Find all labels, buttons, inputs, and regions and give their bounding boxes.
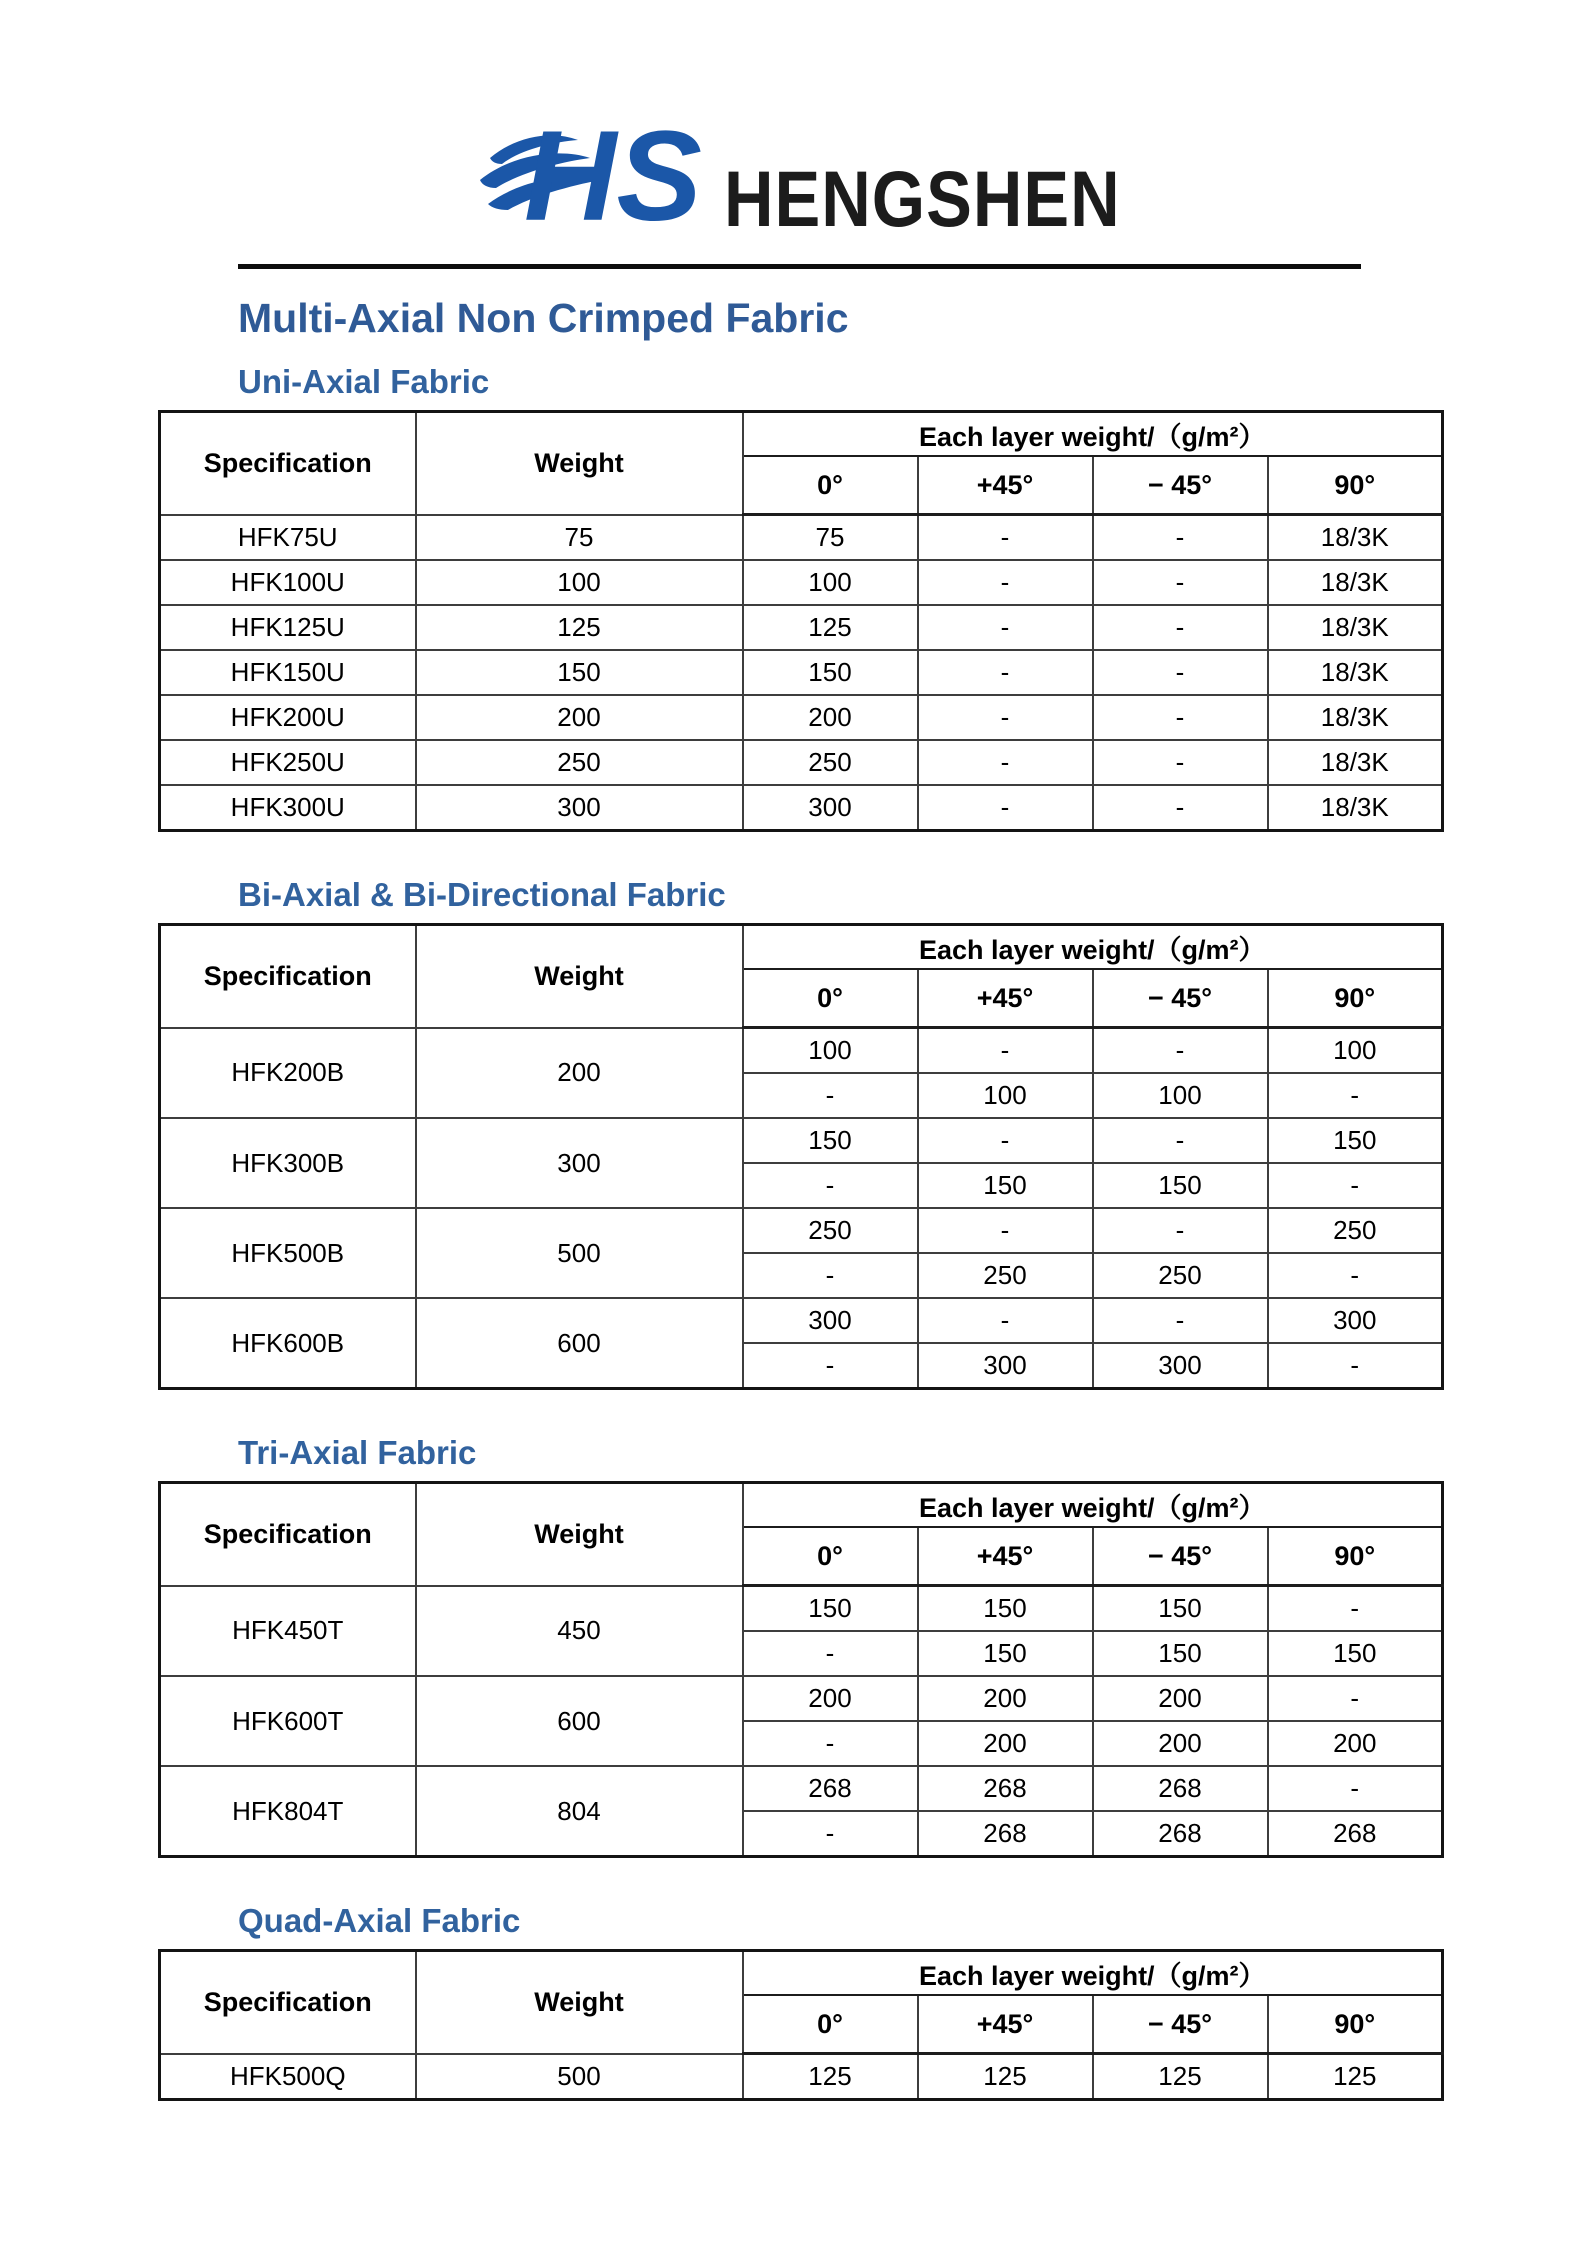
layer-weight-cell: 125 (1268, 2054, 1443, 2100)
column-header-90deg: 90° (1268, 1527, 1443, 1586)
column-header-plus45deg: +45° (918, 969, 1093, 1028)
layer-weight-cell: - (1093, 605, 1268, 650)
layer-weight-cell: 150 (918, 1631, 1093, 1676)
layer-weight-cell: 268 (1093, 1811, 1268, 1857)
weight-cell: 75 (416, 515, 743, 561)
layer-weight-cell: - (1093, 650, 1268, 695)
layer-weight-cell: - (1093, 1208, 1268, 1253)
column-header-plus45deg: +45° (918, 1527, 1093, 1586)
layer-weight-cell: - (918, 1298, 1093, 1343)
layer-weight-cell: - (918, 1118, 1093, 1163)
layer-weight-cell: 100 (1268, 1028, 1443, 1074)
svg-text:HS: HS (524, 105, 702, 248)
layer-weight-cell: - (743, 1721, 918, 1766)
column-header-minus45deg: − 45° (1093, 1527, 1268, 1586)
spec-cell: HFK200B (160, 1028, 416, 1119)
uni-axial-table (158, 410, 1444, 832)
layer-weight-cell: - (1268, 1586, 1443, 1632)
layer-weight-cell: 300 (1268, 1298, 1443, 1343)
layer-weight-cell: 150 (1093, 1163, 1268, 1208)
layer-weight-cell: - (918, 1028, 1093, 1074)
layer-weight-cell: 250 (918, 1253, 1093, 1298)
column-header-layer-weight: Each layer weight/（g/m²） (743, 925, 1443, 970)
table-row (160, 560, 1443, 605)
logo (10, 0, 1587, 250)
layer-weight-cell: - (743, 1343, 918, 1389)
layer-weight-cell: - (918, 650, 1093, 695)
column-header-minus45deg: − 45° (1093, 969, 1268, 1028)
spec-cell: HFK500Q (160, 2054, 416, 2100)
column-header-90deg: 90° (1268, 456, 1443, 515)
layer-weight-cell: 18/3K (1268, 515, 1443, 561)
column-header-specification: Specification (160, 1951, 416, 2054)
layer-weight-cell: - (918, 515, 1093, 561)
layer-weight-cell: - (918, 605, 1093, 650)
column-header-plus45deg: +45° (918, 1995, 1093, 2054)
layer-weight-cell: - (1268, 1766, 1443, 1811)
layer-weight-cell: - (743, 1811, 918, 1857)
layer-weight-cell: 200 (1093, 1676, 1268, 1721)
spec-cell: HFK75U (160, 515, 416, 561)
layer-weight-cell: 250 (1093, 1253, 1268, 1298)
layer-weight-cell: 100 (743, 560, 918, 605)
layer-weight-cell: - (918, 560, 1093, 605)
layer-weight-cell: 18/3K (1268, 695, 1443, 740)
section-uni-axial (0, 363, 1587, 832)
column-header-plus45deg: +45° (918, 456, 1093, 515)
weight-cell: 500 (416, 2054, 743, 2100)
layer-weight-cell: - (1093, 515, 1268, 561)
layer-weight-cell: 200 (1093, 1721, 1268, 1766)
layer-weight-cell: 300 (743, 785, 918, 831)
table-row (160, 695, 1443, 740)
column-header-specification: Specification (160, 1483, 416, 1586)
column-header-weight: Weight (416, 412, 743, 515)
table-row (160, 1298, 1443, 1343)
weight-cell: 150 (416, 650, 743, 695)
layer-weight-cell: 268 (1268, 1811, 1443, 1857)
column-header-0deg: 0° (743, 1527, 918, 1586)
layer-weight-cell: 125 (743, 605, 918, 650)
spec-cell: HFK300B (160, 1118, 416, 1208)
layer-weight-cell: 150 (1268, 1118, 1443, 1163)
layer-weight-cell: 18/3K (1268, 605, 1443, 650)
column-header-weight: Weight (416, 1483, 743, 1586)
spec-cell: HFK600T (160, 1676, 416, 1766)
layer-weight-cell: 268 (918, 1766, 1093, 1811)
layer-weight-cell: - (1268, 1163, 1443, 1208)
layer-weight-cell: - (918, 695, 1093, 740)
table-row (160, 605, 1443, 650)
table-row (160, 515, 1443, 561)
column-header-layer-weight: Each layer weight/（g/m²） (743, 412, 1443, 457)
column-header-minus45deg: − 45° (1093, 1995, 1268, 2054)
layer-weight-cell: 150 (918, 1586, 1093, 1632)
spec-cell: HFK804T (160, 1766, 416, 1857)
layer-weight-cell: - (743, 1631, 918, 1676)
layer-weight-cell: 125 (918, 2054, 1093, 2100)
layer-weight-cell: - (1093, 785, 1268, 831)
column-header-0deg: 0° (743, 1995, 918, 2054)
column-header-minus45deg: − 45° (1093, 456, 1268, 515)
weight-cell: 300 (416, 785, 743, 831)
table-row (160, 740, 1443, 785)
spec-cell: HFK100U (160, 560, 416, 605)
layer-weight-cell: - (1093, 1118, 1268, 1163)
spec-cell: HFK600B (160, 1298, 416, 1389)
section-bi-axial (0, 876, 1587, 1390)
layer-weight-cell: 268 (1093, 1766, 1268, 1811)
weight-cell: 200 (416, 1028, 743, 1119)
layer-weight-cell: 150 (1093, 1586, 1268, 1632)
layer-weight-cell: 125 (743, 2054, 918, 2100)
layer-weight-cell: 268 (918, 1811, 1093, 1857)
weight-cell: 500 (416, 1208, 743, 1298)
layer-weight-cell: - (743, 1253, 918, 1298)
layer-weight-cell: 300 (743, 1298, 918, 1343)
spec-cell: HFK150U (160, 650, 416, 695)
column-header-weight: Weight (416, 1951, 743, 2054)
section-tri-axial (0, 1434, 1587, 1858)
weight-cell: 250 (416, 740, 743, 785)
layer-weight-cell: - (918, 740, 1093, 785)
layer-weight-cell: 200 (918, 1721, 1093, 1766)
layer-weight-cell: - (1093, 695, 1268, 740)
layer-weight-cell: - (918, 785, 1093, 831)
layer-weight-cell: - (1093, 1028, 1268, 1074)
layer-weight-cell: 300 (1093, 1343, 1268, 1389)
layer-weight-cell: 200 (1268, 1721, 1443, 1766)
column-header-weight: Weight (416, 925, 743, 1028)
spec-cell: HFK500B (160, 1208, 416, 1298)
spec-cell: HFK450T (160, 1586, 416, 1677)
layer-weight-cell: 150 (743, 1118, 918, 1163)
table-row (160, 1586, 1443, 1632)
layer-weight-cell: 200 (743, 1676, 918, 1721)
table-row (160, 1118, 1443, 1163)
layer-weight-cell: - (1268, 1073, 1443, 1118)
layer-weight-cell: 150 (743, 650, 918, 695)
section-heading: Quad-Axial Fabric (238, 1902, 521, 1940)
layer-weight-cell: - (1093, 560, 1268, 605)
bi-axial-table (158, 923, 1444, 1390)
layer-weight-cell: 150 (918, 1163, 1093, 1208)
table-row (160, 1766, 1443, 1811)
logo-wordmark: HENGSHEN (724, 155, 1121, 243)
spec-cell: HFK300U (160, 785, 416, 831)
layer-weight-cell: 250 (743, 1208, 918, 1253)
layer-weight-cell: - (1093, 740, 1268, 785)
column-header-0deg: 0° (743, 969, 918, 1028)
spec-cell: HFK250U (160, 740, 416, 785)
layer-weight-cell: 18/3K (1268, 650, 1443, 695)
column-header-specification: Specification (160, 412, 416, 515)
layer-weight-cell: - (1268, 1343, 1443, 1389)
weight-cell: 600 (416, 1676, 743, 1766)
table-row (160, 650, 1443, 695)
layer-weight-cell: - (743, 1163, 918, 1208)
layer-weight-cell: 75 (743, 515, 918, 561)
table-row (160, 1208, 1443, 1253)
layer-weight-cell: 18/3K (1268, 785, 1443, 831)
layer-weight-cell: 300 (918, 1343, 1093, 1389)
layer-weight-cell: 100 (1093, 1073, 1268, 1118)
layer-weight-cell: 100 (743, 1028, 918, 1074)
layer-weight-cell: - (918, 1208, 1093, 1253)
layer-weight-cell: 250 (743, 740, 918, 785)
column-header-90deg: 90° (1268, 969, 1443, 1028)
layer-weight-cell: 18/3K (1268, 740, 1443, 785)
layer-weight-cell: 125 (1093, 2054, 1268, 2100)
table-row (160, 1028, 1443, 1074)
spec-cell: HFK125U (160, 605, 416, 650)
table-row (160, 785, 1443, 831)
table-row (160, 2054, 1443, 2100)
column-header-90deg: 90° (1268, 1995, 1443, 2054)
section-heading: Uni-Axial Fabric (238, 363, 490, 401)
layer-weight-cell: 100 (918, 1073, 1093, 1118)
layer-weight-cell: 268 (743, 1766, 918, 1811)
weight-cell: 125 (416, 605, 743, 650)
layer-weight-cell: 150 (743, 1586, 918, 1632)
tri-axial-table (158, 1481, 1444, 1858)
weight-cell: 600 (416, 1298, 743, 1389)
weight-cell: 300 (416, 1118, 743, 1208)
weight-cell: 450 (416, 1586, 743, 1677)
layer-weight-cell: 18/3K (1268, 560, 1443, 605)
layer-weight-cell: 200 (918, 1676, 1093, 1721)
weight-cell: 200 (416, 695, 743, 740)
layer-weight-cell: 200 (743, 695, 918, 740)
column-header-layer-weight: Each layer weight/（g/m²） (743, 1951, 1443, 1996)
column-header-layer-weight: Each layer weight/（g/m²） (743, 1483, 1443, 1528)
layer-weight-cell: - (1268, 1676, 1443, 1721)
layer-weight-cell: 150 (1093, 1631, 1268, 1676)
section-quad-axial (0, 1902, 1587, 2101)
layer-weight-cell: - (743, 1073, 918, 1118)
table-row (160, 1676, 1443, 1721)
weight-cell: 100 (416, 560, 743, 605)
column-header-0deg: 0° (743, 456, 918, 515)
layer-weight-cell: - (1093, 1298, 1268, 1343)
layer-weight-cell: 250 (1268, 1208, 1443, 1253)
quad-axial-table (158, 1949, 1444, 2101)
page-title: Multi-Axial Non Crimped Fabric (238, 295, 849, 341)
section-heading: Tri-Axial Fabric (238, 1434, 477, 1472)
weight-cell: 804 (416, 1766, 743, 1857)
spec-cell: HFK200U (160, 695, 416, 740)
section-heading: Bi-Axial & Bi-Directional Fabric (238, 876, 726, 914)
column-header-specification: Specification (160, 925, 416, 1028)
hs-logo-icon (468, 92, 720, 250)
layer-weight-cell: - (1268, 1253, 1443, 1298)
layer-weight-cell: 150 (1268, 1631, 1443, 1676)
header-divider (238, 264, 1361, 269)
